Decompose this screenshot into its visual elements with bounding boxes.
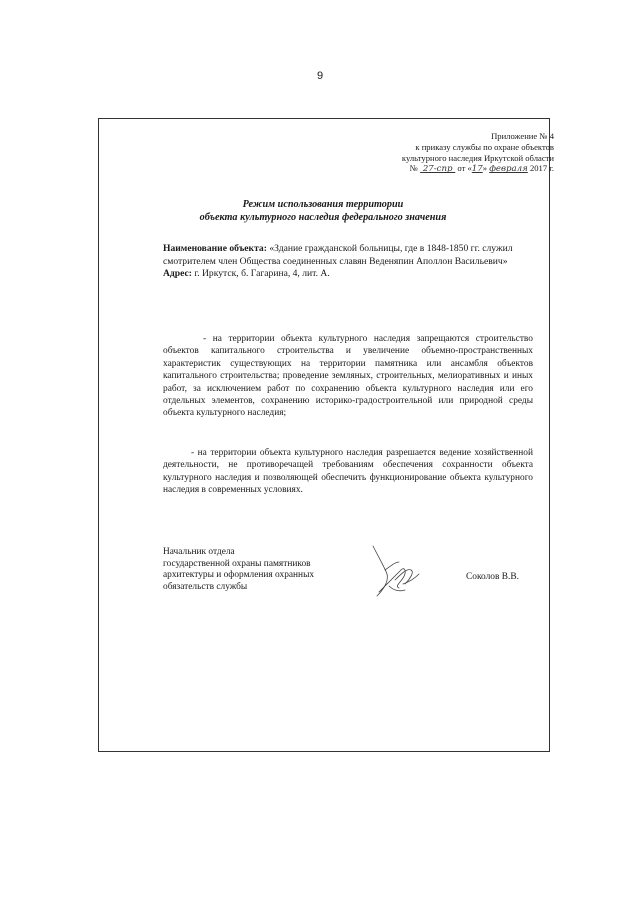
appendix-line-1: Приложение № 4 [491,131,554,141]
order-prefix: № [409,163,418,174]
object-name-label: Наименование объекта: [163,243,267,254]
signatory-title-line-1: Начальник отдела [163,547,235,557]
appendix-order-line [314,163,554,175]
signatory-title-line-2: государственной охраны памятников [163,558,311,569]
signatory-title-line-4: обязательств службы [163,582,248,593]
order-year: 2017 г. [529,163,554,174]
signatory-title [163,547,363,594]
appendix-header [314,131,554,175]
paragraph-permissions: - на территории объекта культурного наследия разрешается ведение хозяйственной деятельности, не противоречащей требованиям обеспечения сохранности объекта культурного наследия и позволяющей обеспечить функционирование объекта культурного наследия в современных условиях. [163,448,533,496]
object-address [163,268,533,281]
signatory-title-line-3: архитектуры и оформления охранных [163,570,315,581]
order-from: от « [457,163,472,174]
appendix-line-2: к приказу службы по охране объектов [415,141,554,152]
object-info [163,243,533,281]
order-month: февраля [489,164,528,175]
order-day: 17 [471,164,483,175]
paragraph-prohibitions: - на территории объекта культурного наследия запрещаются строительство объектов капитального строительства и увеличение объемно-пространственных характеристик существующих на территории памятника или ансамбля объектов капитального строительства; проведение земляных, строительных, мелиоративных и иных работ, за исключением работ по сохранению объекта культурного наследия или его отдельных элементов, сохранению историко-градостроительной или природной среды объекта культурного наследия; [163,334,533,419]
object-name [163,243,533,268]
appendix-line-3: культурного наследия Иркутской области [401,152,554,163]
handwritten-signature [365,540,425,602]
signatory-name: Соколов В.В. [466,572,519,582]
object-address-value: г. Иркутск, б. Гагарина, 4, лит. А. [194,268,330,280]
object-name-value: «Здание гражданской больницы, где в 1848-1850 гг. служил смотрителем член Общества соединенных славян Веденяпин Аполлон Васильевич» [163,243,513,267]
document-title [98,199,548,224]
title-line-2: объекта культурного наследия федерального значения [199,211,447,223]
order-number: 27-спр [422,164,453,175]
object-address-label: Адрес: [163,268,192,280]
title-line-1: Режим использования территории [242,199,404,210]
order-quote: » [482,163,488,174]
page-number: 9 [316,70,324,82]
